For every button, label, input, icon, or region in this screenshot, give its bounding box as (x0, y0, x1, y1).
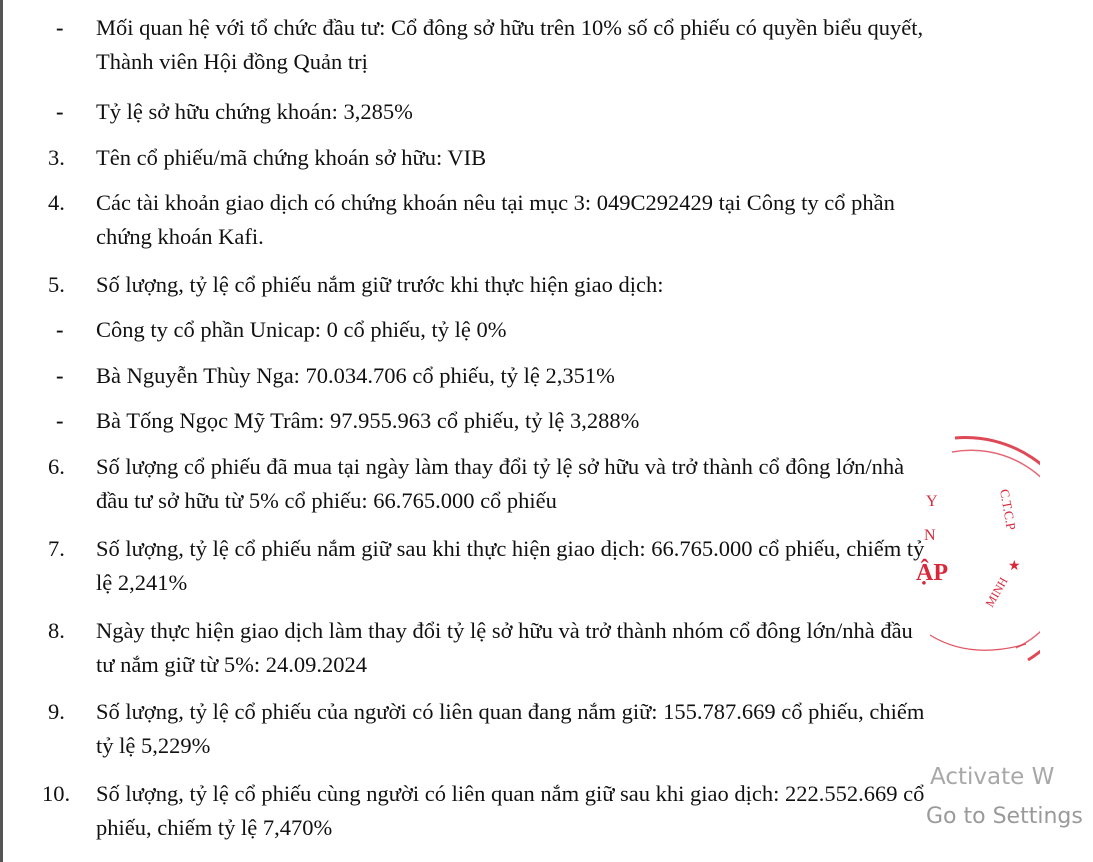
item-line: phiếu, chiếm tỷ lệ 7,470% (96, 815, 333, 840)
item-line: Thành viên Hội đồng Quản trị (96, 49, 368, 74)
item-number: 3. (48, 145, 65, 170)
item-line: đầu tư sở hữu từ 5% cổ phiếu: 66.765.000 cổ phiếu (96, 488, 557, 513)
item-text (96, 313, 1036, 347)
item-line: Tên cổ phiếu/mã chứng khoán sở hữu: VIB (96, 145, 487, 170)
item-line: Mối quan hệ với tổ chức đầu tư: Cổ đông sở hữu trên 10% số cổ phiếu có quyền biểu quyết, (96, 15, 924, 40)
item-line: Tỷ lệ sở hữu chứng khoán: 3,285% (96, 99, 413, 124)
item-number: 5. (48, 272, 65, 297)
item-marker: - (56, 317, 64, 342)
item-text (96, 186, 1036, 254)
item-text (96, 95, 1036, 129)
item-line: lệ 2,241% (96, 570, 188, 595)
item-text (96, 359, 1036, 393)
item-line: Số lượng, tỷ lệ cổ phiếu của người có liên quan đang nắm giữ: 155.787.669 cổ phiếu, chiếm (96, 699, 925, 724)
item-text (96, 614, 1036, 682)
item-marker: - (56, 408, 64, 433)
item-line: Ngày thực hiện giao dịch làm thay đổi tỷ lệ sở hữu và trở thành nhóm cổ đông lớn/nhà đầu (96, 618, 913, 643)
item-number: 7. (48, 536, 65, 561)
item-line: chứng khoán Kafi. (96, 224, 264, 249)
seal-letter: ẬP (916, 560, 948, 586)
item-text (96, 450, 1036, 518)
item-line: tư nắm giữ từ 5%: 24.09.2024 (96, 652, 367, 677)
seal-letter: N (924, 527, 936, 544)
item-line: Số lượng cổ phiếu đã mua tại ngày làm thay đổi tỷ lệ sở hữu và trở thành cổ đông lớn/nhà (96, 454, 905, 479)
item-marker: - (56, 99, 64, 124)
item-number: 10. (42, 781, 71, 806)
seal-arc-text: MINH (982, 574, 1011, 610)
item-line: Công ty cổ phần Unicap: 0 cổ phiếu, tỷ lệ 0% (96, 317, 507, 342)
item-marker: - (56, 363, 64, 388)
activation-watermark-subtitle: Go to Settings (926, 804, 1083, 829)
item-text (96, 141, 1036, 175)
item-number: 9. (48, 699, 65, 724)
item-text (96, 268, 1036, 302)
item-line: Số lượng, tỷ lệ cổ phiếu nắm giữ sau khi thực hiện giao dịch: 66.765.000 cổ phiếu, chiếm tỷ (96, 536, 925, 561)
item-text (96, 695, 1036, 763)
item-number: 6. (48, 454, 65, 479)
item-text (96, 404, 1036, 438)
item-line: Số lượng, tỷ lệ cổ phiếu cùng người có liên quan nắm giữ sau khi giao dịch: 222.552.669 cổ (96, 781, 925, 806)
item-text (96, 777, 1036, 845)
item-number: 4. (48, 190, 65, 215)
item-text (96, 11, 1036, 79)
activation-watermark-title: Activate W (930, 764, 1055, 790)
item-line: Các tài khoản giao dịch có chứng khoán nêu tại mục 3: 049C292429 tại Công ty cổ phần (96, 190, 895, 215)
item-line: Bà Tống Ngọc Mỹ Trâm: 97.955.963 cổ phiếu, tỷ lệ 3,288% (96, 408, 640, 433)
seal-arc-text: C.T.C.P (997, 487, 1019, 532)
item-marker: - (56, 15, 64, 40)
seal-letter: Y (926, 493, 938, 510)
page-edge (0, 0, 3, 862)
item-line: tỷ lệ 5,229% (96, 733, 211, 758)
item-text (96, 532, 1036, 600)
item-line: Số lượng, tỷ lệ cổ phiếu nắm giữ trước khi thực hiện giao dịch: (96, 272, 664, 297)
seal-star-icon: ★ (1008, 559, 1021, 574)
item-line: Bà Nguyễn Thùy Nga: 70.034.706 cổ phiếu, tỷ lệ 2,351% (96, 363, 615, 388)
item-number: 8. (48, 618, 65, 643)
